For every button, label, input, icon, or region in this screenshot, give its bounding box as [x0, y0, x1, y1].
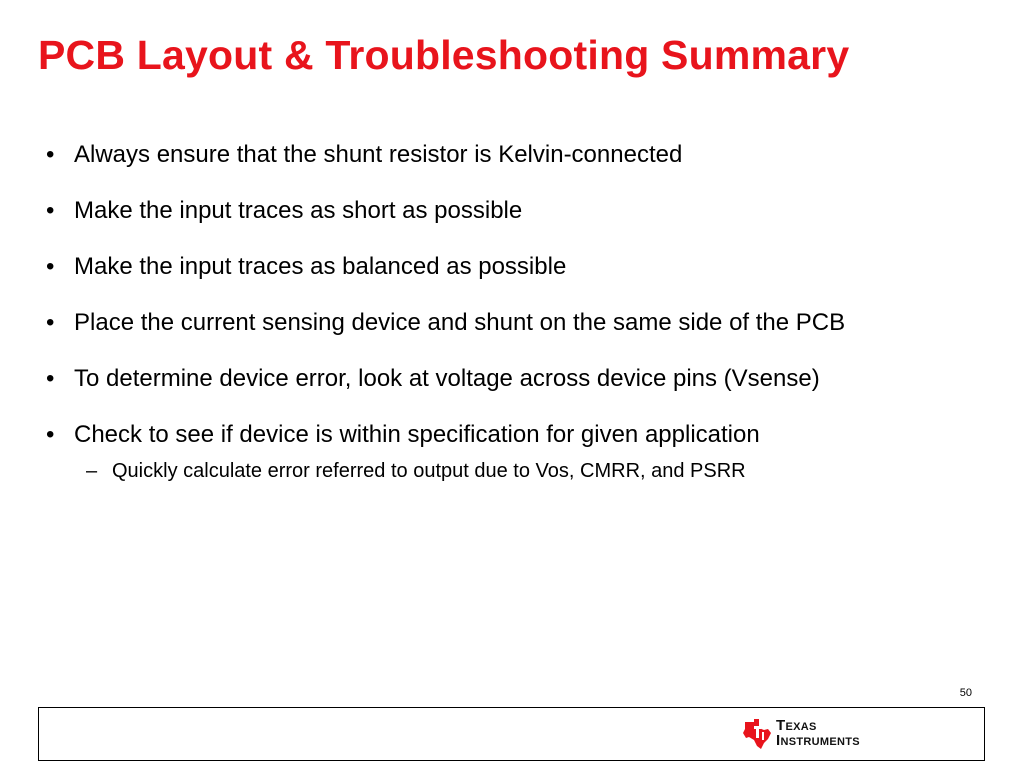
slide-title: PCB Layout & Troubleshooting Summary: [38, 32, 850, 78]
sub-bullet-text: Quickly calculate error referred to output due to Vos, CMRR, and PSRR: [112, 460, 746, 482]
sub-bullet-item: [74, 456, 986, 486]
bullet-text: Check to see if device is within specification for given application: [74, 421, 760, 448]
bullet-text: To determine device error, look at voltage across device pins (Vsense): [74, 365, 820, 392]
ti-wordmark-line2: INSTRUMENTS: [776, 732, 860, 749]
bullet-text: Always ensure that the shunt resistor is Kelvin-connected: [74, 141, 683, 168]
bullet-text: Place the current sensing device and shunt on the same side of the PCB: [74, 309, 846, 336]
bullet-marker: •: [46, 365, 55, 392]
texas-state-icon: [742, 718, 772, 750]
page-number: 50: [959, 687, 972, 699]
bullet-text: Make the input traces as short as possible: [74, 197, 523, 224]
bullet-marker: •: [46, 141, 55, 168]
ti-logo: [742, 718, 860, 750]
bullet-text: Make the input traces as balanced as possible: [74, 253, 567, 280]
bullet-marker: •: [46, 421, 55, 448]
bullet-item: [46, 362, 986, 396]
sub-bullet-list: [74, 456, 986, 486]
bullet-marker: •: [46, 309, 55, 336]
bullet-marker: •: [46, 197, 55, 224]
bullet-list: [46, 138, 986, 508]
bullet-item: [46, 418, 986, 486]
bullet-item: [46, 250, 986, 284]
ti-wordmark-line1: TEXAS: [776, 717, 817, 734]
bullet-item: [46, 194, 986, 228]
bullet-item: [46, 138, 986, 172]
bullet-item: [46, 306, 986, 340]
ti-wordmark: [776, 719, 860, 749]
bullet-marker: •: [46, 253, 55, 280]
sub-bullet-marker: –: [86, 460, 98, 482]
footer-bar: [38, 707, 985, 761]
